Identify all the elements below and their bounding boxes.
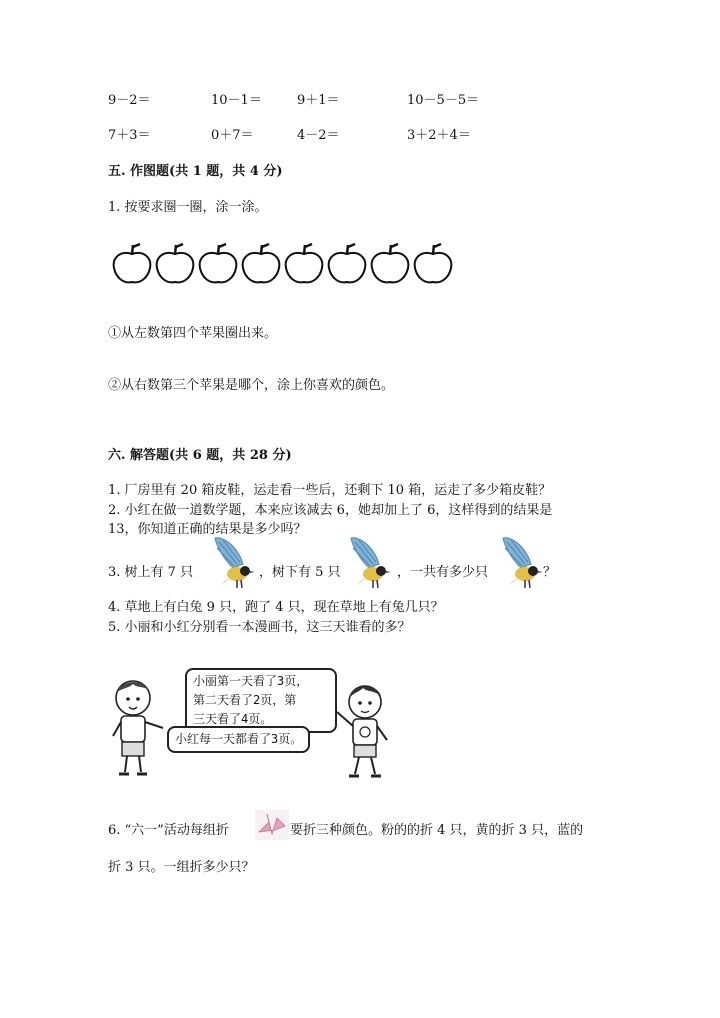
bubble1-line1: 小丽第一天看了3页， (193, 674, 309, 688)
section6-q3-part1: 3. 树上有 7 只 (108, 565, 194, 580)
problem-1: 9－2＝ (108, 93, 151, 108)
section6-q4: 4. 草地上有白兔 9 只，跑了 4 只，现在草地上有兔几只？ (108, 600, 444, 615)
section6-q6-part1: 6. “六一”活动每组折 (108, 823, 229, 838)
apple-row (110, 242, 460, 288)
section6-q5: 5. 小丽和小红分别看一本漫画书，这三天谁看的多？ (108, 620, 411, 635)
problem-5: 7＋3＝ (108, 128, 151, 143)
apple-icon-5 (286, 244, 323, 282)
paper-crane-icon (255, 810, 289, 844)
section5-sub1: ①从左数第四个苹果圈出来。 (108, 326, 278, 341)
problem-7: 4－2＝ (297, 128, 340, 143)
apple-icon-7 (372, 244, 409, 282)
section6-q3-part4: ？ (543, 565, 557, 580)
q5-illustration (105, 662, 395, 780)
apple-icon-1 (114, 244, 151, 282)
section6-q2-line2: 13，你知道正确的结果是多少吗？ (108, 522, 307, 537)
bubble1-line3: 三天看了4页。 (193, 712, 273, 726)
apple-icon-4 (243, 244, 280, 282)
section5-title: 五. 作图题(共 1 题，共 4 分) (108, 164, 283, 179)
apple-icon-8 (415, 244, 452, 282)
bird-icon-3 (495, 534, 547, 596)
speech-bubble-xiaohong (167, 726, 310, 753)
problem-8: 3＋2＋4＝ (407, 128, 471, 143)
section6-title: 六. 解答题(共 6 题，共 28 分) (108, 448, 292, 463)
bubble2-text: 小红每一天都看了3页。 (175, 732, 303, 746)
section5-q1: 1. 按要求圈一圈，涂一涂。 (108, 200, 268, 215)
bubble1-line2: 第二天看了2页，第 (193, 693, 297, 707)
problem-4: 10－5－5＝ (407, 93, 480, 108)
apple-icon-6 (329, 244, 366, 282)
boy-figure-right (333, 682, 395, 780)
problem-3: 9＋1＝ (297, 93, 340, 108)
boy-figure-left (107, 676, 167, 778)
section6-q3-part3: ，一共有多少只 (397, 565, 489, 580)
speech-bubble-xiaoli (185, 668, 337, 733)
apples-svg (110, 242, 460, 288)
apple-icon-3 (200, 244, 237, 282)
section6-q6-part2: 要折三种颜色。粉的的折 4 只，黄的折 3 只，蓝的 (290, 823, 584, 838)
section6-q6-line2: 折 3 只。一组折多少只？ (108, 860, 255, 875)
problem-2: 10－1＝ (211, 93, 262, 108)
problem-6: 0＋7＝ (211, 128, 254, 143)
section5-sub2: ②从右数第三个苹果是哪个，涂上你喜欢的颜色。 (108, 378, 395, 393)
section6-q1: 1. 厂房里有 20 箱皮鞋，运走看一些后，还剩下 10 箱，运走了多少箱皮鞋？ (108, 483, 552, 498)
bird-icon-1 (207, 534, 259, 596)
section6-q3-part2: ，树下有 5 只 (259, 565, 341, 580)
bird-icon-2 (343, 534, 395, 596)
apple-icon-2 (157, 244, 194, 282)
section6-q2-line1: 2. 小红在做一道数学题，本来应该减去 6，她却加上了 6，这样得到的结果是 (108, 503, 553, 518)
